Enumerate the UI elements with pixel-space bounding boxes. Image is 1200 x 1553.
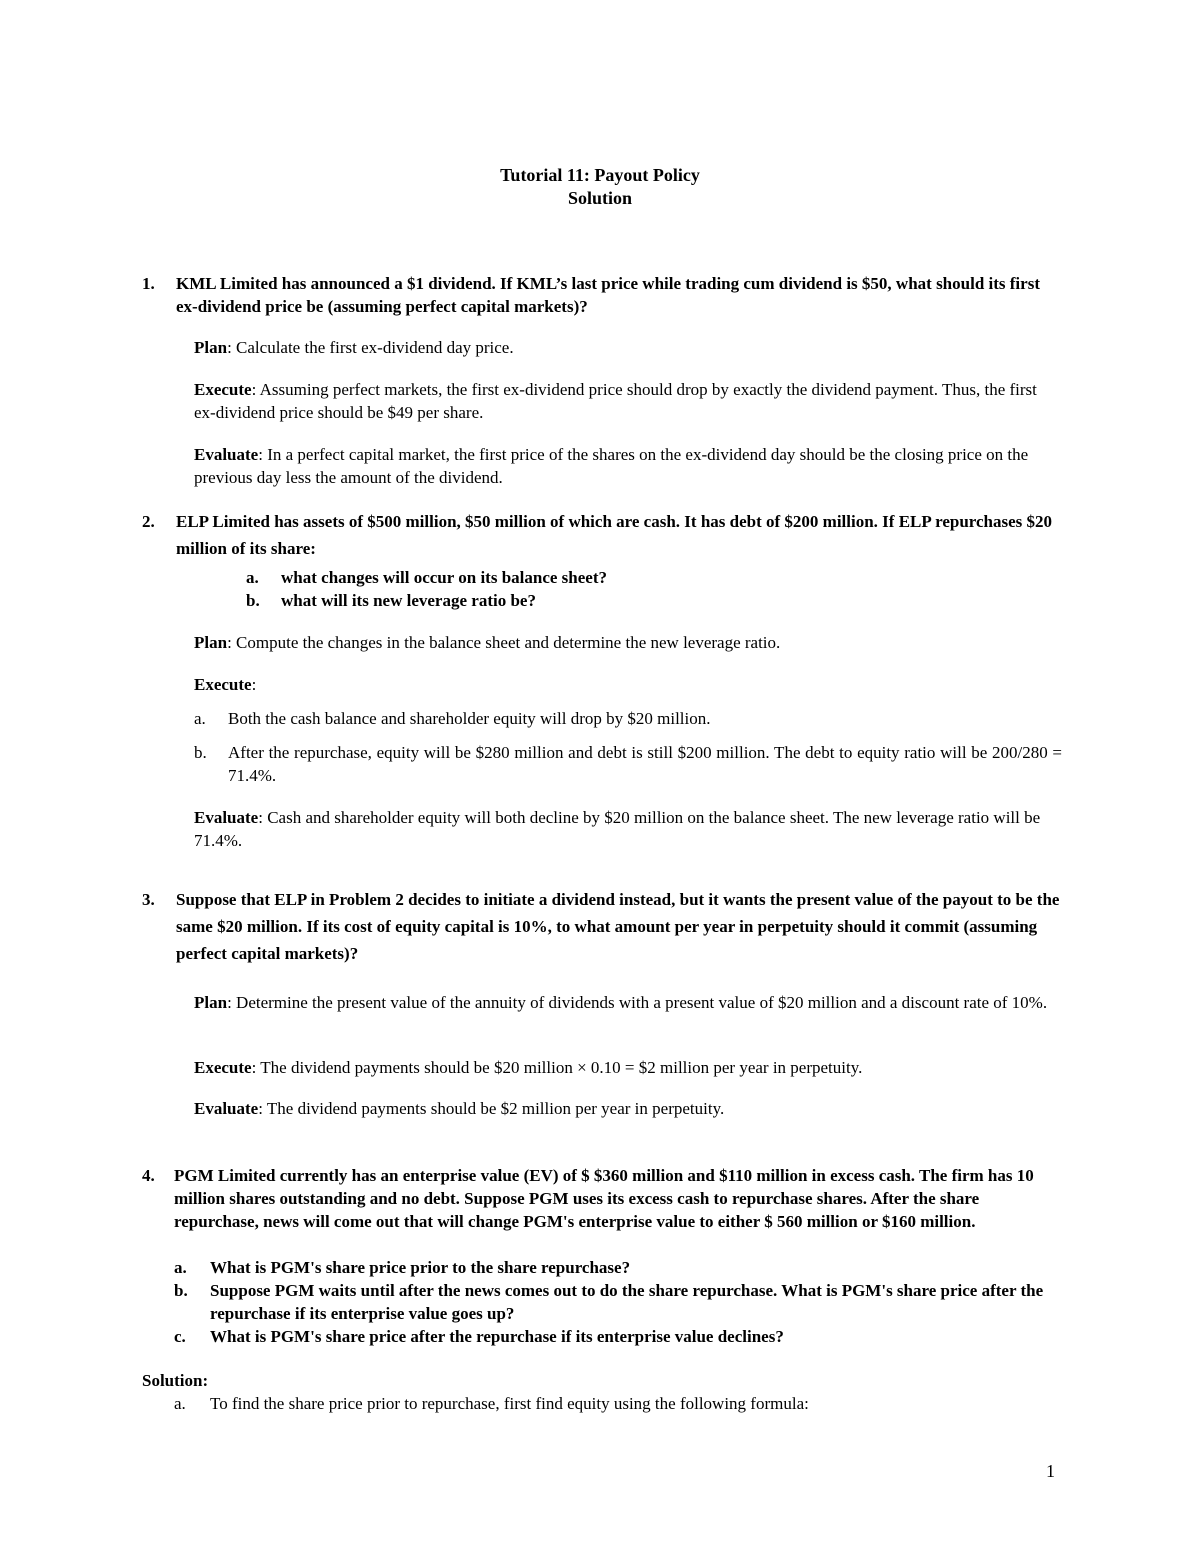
question-2 [142,508,1062,562]
item-text: After the repurchase, equity will be $280 million and debt is still $200 million. The debt to equity ratio will be 200/280 = 71.4%. [228,743,1062,785]
sub-text: What is PGM's share price prior to the share repurchase? [210,1258,631,1277]
item-label: a. [194,709,206,728]
question-text: Suppose that ELP in Problem 2 decides to initiate a dividend instead, but it wants the present value of the payout to be the same $20 million. If its cost of equity capital is 10%, to what amount per year in perpetuity should it commit (assuming perfect capital markets)? [176,890,1060,963]
question-text: ELP Limited has assets of $500 million, $50 million of which are cash. It has debt of $200 million. If ELP repurchases $20 million of its share: [176,512,1053,558]
item-text: Both the cash balance and shareholder equity will drop by $20 million. [228,709,711,728]
sub-label: b. [246,591,260,610]
execute-label: Execute [194,380,252,399]
q2-evaluate [194,806,1062,852]
q1-evaluate [194,443,1062,489]
q4-sub-b [174,1279,1060,1325]
question-text: PGM Limited currently has an enterprise value (EV) of $ $360 million and $110 million in excess cash. The firm has 10 million shares outstanding and no debt. Suppose PGM uses its excess cash to repurchase shares. After the share repurchase, news will come out that will change PGM's enterprise value to either $ 560 million or $160 million. [174,1166,1034,1231]
item-label: b. [194,743,207,762]
evaluate-label: Evaluate [194,808,259,827]
q2-sub-b [246,589,1046,612]
question-text: KML Limited has announced a $1 dividend. If KML’s last price while trading cum dividend is $50, what should its first ex-dividend price be (assuming perfect capital markets)? [176,274,1040,316]
plan-text: : Determine the present value of the annuity of dividends with a present value of $20 million and a discount rate of 10%. [227,993,1048,1012]
sub-label: c. [174,1327,186,1346]
execute-label: Execute [194,675,252,694]
sub-text: Suppose PGM waits until after the news comes out to do the share repurchase. What is PGM's share price after the repurchase if its enterprise value goes up? [210,1281,1044,1323]
q1-execute [194,378,1062,424]
evaluate-label: Evaluate [194,1099,259,1118]
plan-label: Plan [194,993,228,1012]
sub-label: a. [174,1258,187,1277]
evaluate-text: : Cash and shareholder equity will both decline by $20 million on the balance sheet. The new leverage ratio will be 71.4%. [194,808,1041,850]
sub-text: What is PGM's share price after the repurchase if its enterprise value declines? [210,1327,784,1346]
execute-label: Execute [194,1058,252,1077]
plan-text: : Compute the changes in the balance sheet and determine the new leverage ratio. [227,633,781,652]
page-number: 1 [1046,1461,1055,1481]
q4-sub-c [174,1325,1060,1348]
question-number: 4. [142,1166,155,1185]
question-number: 3. [142,890,155,909]
q1-plan [194,336,1062,359]
execute-colon: : [251,675,257,694]
q2-sub-a [246,566,1046,589]
q3-evaluate [194,1097,1062,1120]
sub-label: a. [246,568,259,587]
q2-exec-a [194,707,1062,730]
question-3 [142,886,1062,967]
question-4 [142,1164,1062,1233]
q2-execute [194,673,1062,696]
q3-execute [194,1056,1062,1079]
evaluate-label: Evaluate [194,445,259,464]
plan-label: Plan [194,633,228,652]
page-subtitle: Solution [567,188,633,208]
question-1 [142,272,1062,318]
question-number: 1. [142,274,155,293]
sub-label: b. [174,1281,188,1300]
evaluate-text: : In a perfect capital market, the first price of the shares on the ex-dividend day should be the closing price on the previous day less the amount of the dividend. [194,445,1029,487]
q3-plan [194,991,1062,1014]
q2-exec-b [194,741,1062,787]
execute-text: : Assuming perfect markets, the first ex-dividend price should drop by exactly the dividend payment. Thus, the first ex-dividend price should be $49 per share. [194,380,1037,422]
item-label: a. [174,1394,186,1413]
plan-text: : Calculate the first ex-dividend day price. [227,338,514,357]
page-title: Tutorial 11: Payout Policy [500,165,700,185]
execute-text: : The dividend payments should be $20 million × 0.10 = $2 million per year in perpetuity. [251,1058,863,1077]
plan-label: Plan [194,338,228,357]
q2-plan [194,631,1062,654]
item-text: To find the share price prior to repurchase, first find equity using the following formula: [210,1394,809,1413]
solution-heading: Solution: [142,1371,209,1390]
sub-text: what will its new leverage ratio be? [281,591,536,610]
evaluate-text: : The dividend payments should be $2 million per year in perpetuity. [258,1099,725,1118]
sub-text: what changes will occur on its balance sheet? [281,568,607,587]
solution-a [174,1392,1060,1415]
question-number: 2. [142,512,155,531]
q4-sub-a [174,1256,1060,1279]
